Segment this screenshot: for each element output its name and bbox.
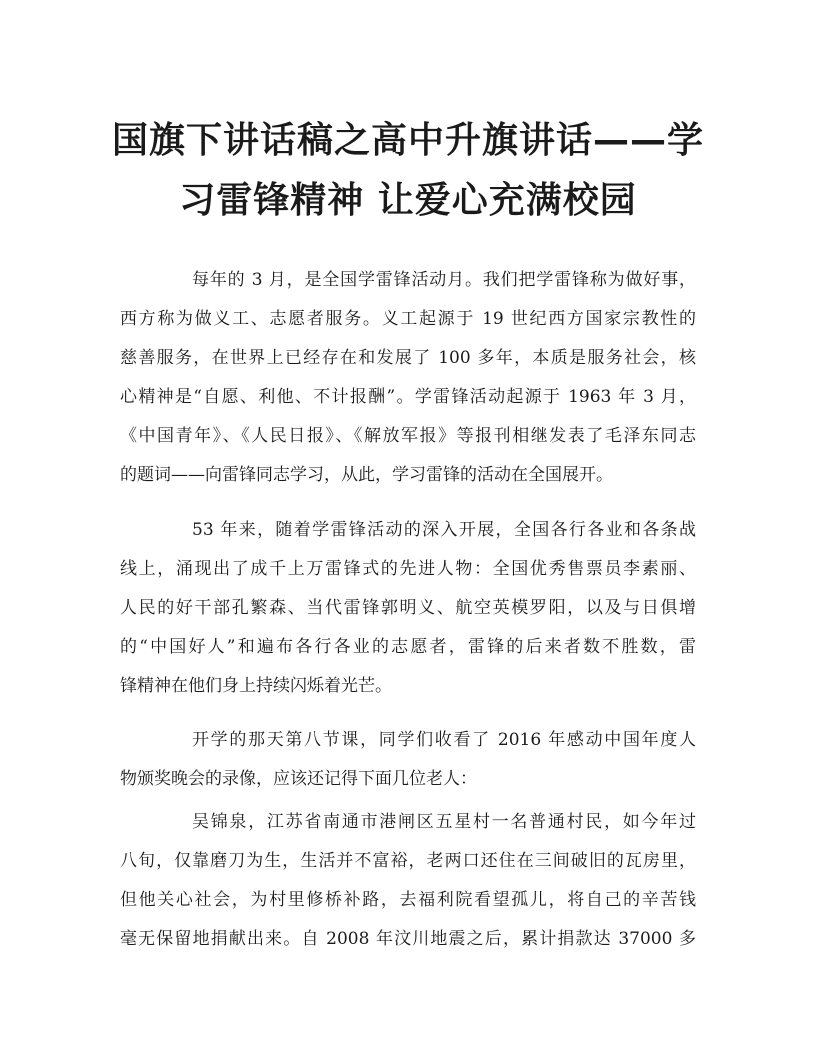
body-line: 锋精神在他们身上持续闪烁着光芒。 bbox=[120, 676, 392, 696]
body-line: 人民的好干部孔繁森、当代雷锋郭明义、航空英模罗阳，以及与日俱增 bbox=[120, 598, 696, 618]
body-line: 53 年来，随着学雷锋活动的深入开展，全国各行各业和各条战 bbox=[192, 520, 696, 540]
body-line: 心精神是“自愿、利他、不计报酬”。学雷锋活动起源于 1963 年 3 月， bbox=[120, 387, 696, 407]
document-title-line-1: 国旗下讲话稿之高中升旗讲话——学 bbox=[111, 120, 704, 161]
body-line: 开学的那天第八节课，同学们收看了 2016 年感动中国年度人 bbox=[192, 730, 696, 750]
body-line: 线上，涌现出了成千上万雷锋式的先进人物：全国优秀售票员李素丽、 bbox=[120, 559, 696, 579]
body-line: 八旬，仅靠磨刀为生，生活并不富裕，老两口还住在三间破旧的瓦房里， bbox=[120, 851, 696, 871]
body-line: 吴锦泉，江苏省南通市港闸区五星村一名普通村民，如今年过 bbox=[192, 812, 696, 832]
body-line: 毫无保留地捐献出来。自 2008 年汶川地震之后，累计捐款达 37000 多 bbox=[120, 929, 696, 949]
body-line: 慈善服务，在世界上已经存在和发展了 100 多年，本质是服务社会，核 bbox=[120, 348, 696, 368]
body-line: 物颁奖晚会的录像，应该还记得下面几位老人： bbox=[120, 769, 477, 789]
body-line: 西方称为做义工、志愿者服务。义工起源于 19 世纪西方国家宗教性的 bbox=[120, 309, 696, 329]
document-title-line-2: 习雷锋精神 让爱心充满校园 bbox=[179, 180, 637, 221]
body-line: 的题词——向雷锋同志学习，从此，学习雷锋的活动在全国展开。 bbox=[120, 465, 613, 485]
body-line: 的“中国好人”和遍布各行各业的志愿者，雷锋的后来者数不胜数，雷 bbox=[120, 637, 696, 657]
body-line: 每年的 3 月，是全国学雷锋活动月。我们把学雷锋称为做好事， bbox=[192, 270, 696, 290]
body-line: 《中国青年》、《人民日报》、《解放军报》等报刊相继发表了毛泽东同志 bbox=[120, 426, 696, 446]
body-line: 但他关心社会，为村里修桥补路，去福利院看望孤儿，将自己的辛苦钱 bbox=[120, 890, 696, 910]
